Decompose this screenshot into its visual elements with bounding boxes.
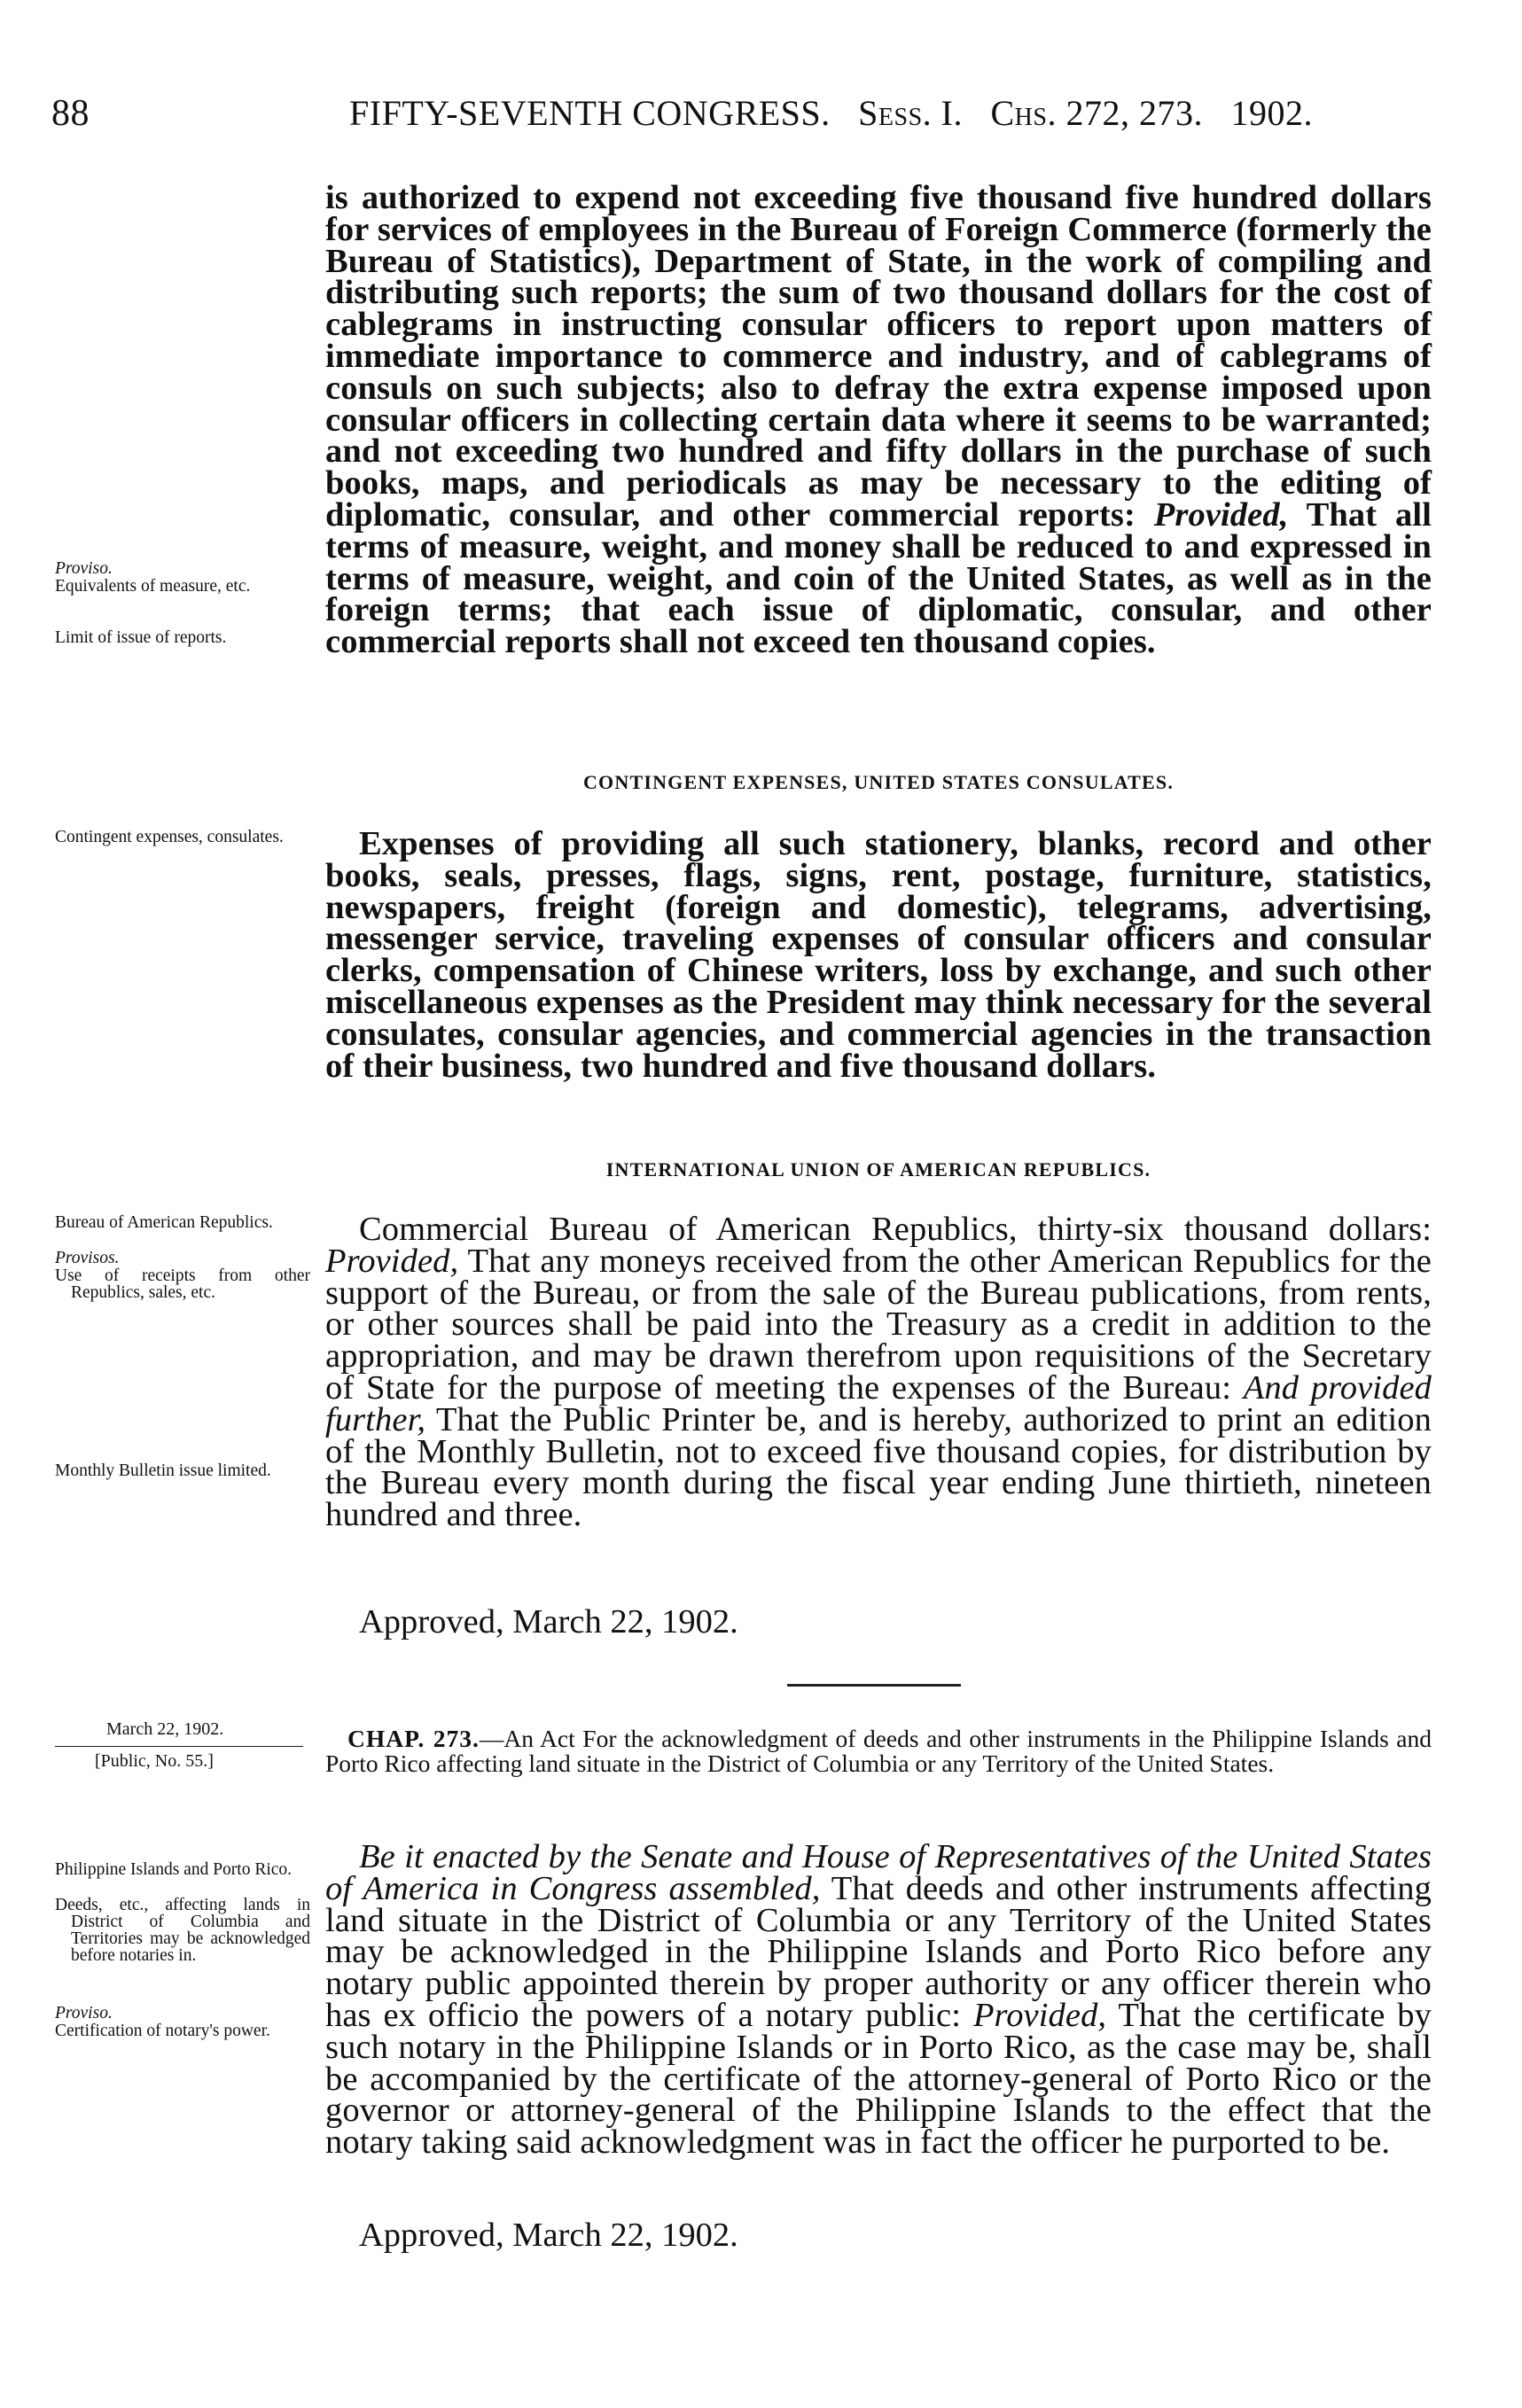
separator-rule [787,1684,961,1687]
note-philippine-text: Philippine Islands and Porto Rico. [55,1860,293,1879]
chapter-title: —An Act For the acknowledgment of deeds and other instruments in the Philippine Islands and Porto Rico affecting land situate in the District of Columbia or any Territory of the United States. [325,1725,1432,1777]
session-label: Sess. I. [858,93,963,133]
note-equivalents-text: Equivalents of measure, etc. [55,577,251,596]
chapter273-paragraph [325,1838,1432,2162]
margin-note-date [55,1721,310,1738]
section-heading-contingent: CONTINGENT EXPENSES, UNITED STATES CONSULATES. [582,771,1175,793]
chapters-label: Chs. 272, 273. [990,93,1203,133]
section2-paragraph: Expenses of providing all such stationery, blanks, record and other books, seals, presses, flags, signs, rent, postage, furniture, statistics, newspapers, freight (foreign and domestic), telegrams, advertising, messenger service, traveling expenses of consular officers and consular clerks, compensation of Chinese writers, loss by exchange, and such other miscellaneous expenses as the President may think necessary for the several consulates, consular agencies, and commercial agencies in the transaction of their business, two hundred and five thousand dollars. [325,825,1432,1085]
margin-note-certification [55,2022,310,2039]
margin-note-bureau [55,1214,310,1231]
note-public-text: [Public, No. 55.] [95,1751,214,1771]
margin-note-contingent [55,829,310,846]
margin-note-limit [55,629,310,646]
section-heading-international: INTERNATIONAL UNION OF AMERICAN REPUBLICS. [605,1158,1151,1181]
note-proviso-2-text: Proviso. [55,2004,113,2022]
running-title [349,92,1313,134]
date-note-rule [55,1746,303,1747]
section1-provided: Provided, [1153,495,1289,534]
margin-note-philippine [55,1861,310,1878]
margin-note-public [55,1753,310,1770]
header-year: 1902. [1230,93,1313,133]
section1-text-a: is authorized to expend not exceeding five thousand five hundred dollars for services of employees in the Bureau of Foreign Commerce (formerly the Bureau of Statistics), Department of State, in the work of compiling and distributing such reports; the sum of two thousand dollars for the cost of cablegrams in instructing consular officers to report upon matters of immediate importance to commerce and industry, and of cablegrams of consuls on such subjects; also to defray the extra expense imposed upon consular officers in collecting certain data where it seems to be warranted; and not exceeding two hundred and fifty dollars in the purchase of such books, maps, and periodicals as may be necessary to the editing of diplomatic, consular, and other commercial reports: [325,179,1432,534]
section1-body [325,179,1432,661]
note-provisos-text: Provisos. [55,1249,120,1267]
note-date-text: March 22, 1902. [106,1719,224,1739]
chapter273-body [325,1838,1432,2162]
enacting-clause: Be it enacted by the Senate and House of Representatives of the United States of America in Congress assembled, [325,1838,1432,1907]
margin-note-equivalents [55,578,310,595]
note-proviso-text: Proviso. [55,559,113,578]
note-use-text: Use of receipts from other Republics, sales, etc. [55,1266,310,1302]
section3-provided: Provided, [325,1242,459,1280]
page-number: 88 [51,93,90,134]
chapter273-provided: Provided, [972,1996,1107,2034]
note-contingent-text: Contingent expenses, consulates. [55,828,284,846]
section3-and-provided: And provided further, [325,1368,1432,1438]
margin-note-proviso [55,560,310,577]
approved-line-1: Approved, March 22, 1902. [359,1603,738,1640]
margin-note-monthly [55,1462,310,1479]
note-limit-text: Limit of issue of reports. [55,628,227,647]
margin-note-provisos [55,1250,310,1266]
margin-note-proviso-2 [55,2005,310,2022]
section3-paragraph [325,1211,1432,1534]
congress-title: FIFTY-SEVENTH CONGRESS. [349,93,831,133]
section3-body [325,1211,1432,1534]
chapter273-text-b: That the certificate by such notary in the Philippine Islands or in Porto Rico, as the case may be, shall be accompanied by the certificate of the attorney-general of Porto Rico or the governor or attorney-general of the Philippine Islands to the effect that the notary taking said acknowledgment was in fact the officer he purported to be. [325,1996,1432,2162]
chapter-heading [325,1726,1432,1776]
note-certification-text: Certification of notary's power. [55,2022,270,2040]
chapter273-text-a: That deeds and other instruments affecting land situate in the District of Columbia or any Territory of the United States may be acknowledged in the Philippine Islands and Porto Rico before any notary public appointed therein by proper authority or any officer therein who has ex officio the powers of a notary public: [325,1869,1432,2034]
section1-paragraph [325,179,1432,661]
section3-text-b: That any moneys received from the other American Republics for the support of the Bureau, or from the sale of the Bureau publications, from rents, or other sources shall be paid into the Treasury as a credit in addition to the appropriation, and may be drawn therefrom upon requisitions of the Secretary of State for the purpose of meeting the expenses of the Bureau: [325,1242,1432,1407]
section2-body [325,825,1432,1085]
page-header [51,92,1434,145]
approved-line-2: Approved, March 22, 1902. [359,2217,738,2254]
section3-text-a: Commercial Bureau of American Republics, thirty-six thousand dollars: [359,1211,1432,1248]
chapter-label: CHAP. 273. [347,1725,480,1752]
margin-note-deeds [55,1897,310,1964]
note-monthly-text: Monthly Bulletin issue limited. [55,1461,271,1480]
note-bureau-text: Bureau of American Republics. [55,1213,273,1232]
note-deeds-text: Deeds, etc., affecting lands in District of Columbia and Territories may be acknowledged before notaries in. [55,1896,310,1965]
margin-note-use-receipts [55,1267,310,1301]
section3-text-c: That the Public Printer be, and is hereby, authorized to print an edition of the Monthly Bulletin, not to exceed five thousand copies, for distribution by the Bureau every month during the fiscal year ending June thirtieth, nineteen hundred and three. [325,1400,1432,1534]
section1-text-b: That all terms of measure, weight, and money shall be reduced to and expressed in terms of measure, weight, and coin of the United States, as well as in the foreign terms; that each issue of diplomatic, consular, and other commercial reports shall not exceed ten thousand copies. [325,495,1432,661]
